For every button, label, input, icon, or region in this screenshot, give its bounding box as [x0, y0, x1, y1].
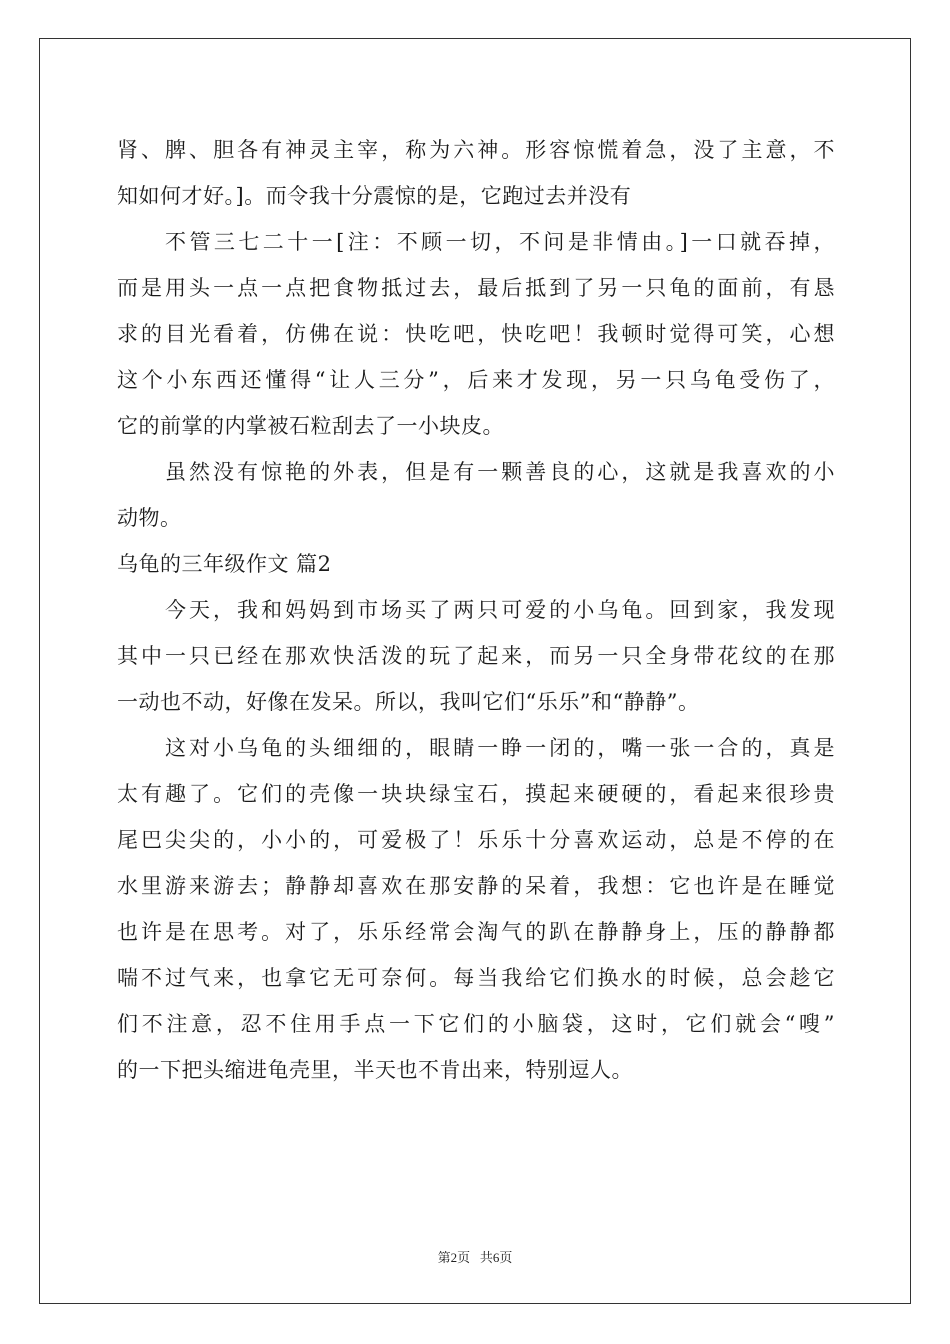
text-line: 肾、脾、胆各有神灵主宰，称为六神。形容惊慌着急，没了主意，不: [117, 138, 835, 162]
paragraph: [117, 127, 835, 219]
text-line: 这对小乌龟的头细细的，眼睛一睁一闭的，嘴一张一合的，真是: [165, 736, 835, 760]
text-line: 也许是在思考。对了，乐乐经常会淘气的趴在静静身上，压的静静都: [117, 920, 835, 944]
paragraph: [117, 219, 835, 449]
page-number: 第2页: [437, 1250, 471, 1265]
text-line: 水里游来游去；静静却喜欢在那安静的呆着，我想：它也许是在睡觉: [117, 874, 835, 898]
page-total: 共6页: [479, 1250, 513, 1265]
paragraph: [117, 587, 835, 725]
page-footer: [0, 1247, 950, 1266]
text-line: 们不注意，忍不住用手点一下它们的小脑袋，这时，它们就会“嗖”: [117, 1012, 835, 1036]
text-line: 太有趣了。它们的壳像一块块绿宝石，摸起来硬硬的，看起来很珍贵: [117, 782, 835, 806]
text-line: 而是用头一点一点把食物抵过去，最后抵到了另一只龟的面前，有恳: [117, 276, 835, 300]
text-line: 的一下把头缩进龟壳里，半天也不肯出来，特别逗人。: [117, 1058, 633, 1082]
paragraph: [117, 725, 835, 1093]
paragraph: [117, 449, 835, 541]
text-line: 尾巴尖尖的，小小的，可爱极了！乐乐十分喜欢运动，总是不停的在: [117, 828, 835, 852]
text-line: 这个小东西还懂得“让人三分”，后来才发现，另一只乌龟受伤了，: [117, 368, 835, 392]
text-line: 虽然没有惊艳的外表，但是有一颗善良的心，这就是我喜欢的小: [165, 460, 835, 484]
document-body: [117, 127, 835, 1093]
text-line: 一动也不动，好像在发呆。所以，我叫它们“乐乐”和“静静”。: [117, 690, 700, 714]
text-line: 不管三七二十一[注：不顾一切，不问是非情由。]一口就吞掉，: [165, 230, 835, 254]
section-heading: 乌龟的三年级作文 篇2: [117, 552, 332, 576]
text-line: 其中一只已经在那欢快活泼的玩了起来，而另一只全身带花纹的在那: [117, 644, 835, 668]
text-line: 知如何才好。]。而令我十分震惊的是，它跑过去并没有: [117, 184, 632, 208]
text-line: 求的目光看着，仿佛在说：快吃吧，快吃吧！我顿时觉得可笑，心想: [117, 322, 835, 346]
text-line: 喘不过气来，也拿它无可奈何。每当我给它们换水的时候，总会趁它: [117, 966, 835, 990]
text-line: 它的前掌的内掌被石粒刮去了一小块皮。: [117, 414, 504, 438]
text-line: 动物。: [117, 506, 182, 530]
text-line: 今天，我和妈妈到市场买了两只可爱的小乌龟。回到家，我发现: [165, 598, 835, 622]
